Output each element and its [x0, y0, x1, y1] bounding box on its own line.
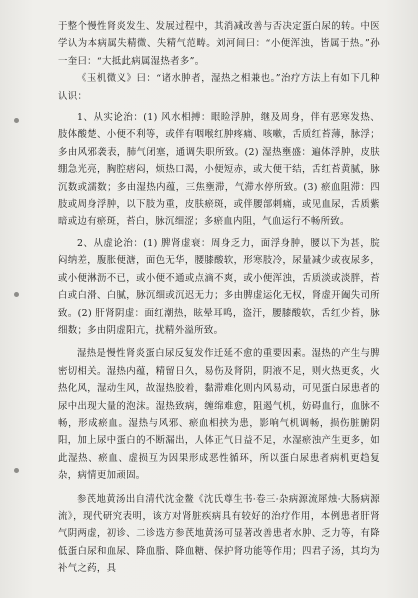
binding-hole — [14, 118, 19, 123]
body-text — [58, 18, 380, 578]
binding-hole — [14, 468, 19, 473]
paragraph: 于整个慢性肾炎发生、发展过程中，其消减改善与否决定蛋白尿的转。中医学认为本病属失精微、失精气范畴。刘河间曰：“小便浑浊，皆属于热。”孙一奎曰：“大抵此病属湿热者多”。 — [58, 21, 380, 67]
paragraph: 湿热是慢性肾炎蛋白尿反复发作迁延不愈的重要因素。湿热的产生与脾密切相关。湿热内蕴，精留日久，易伤及肾阴，阴液不足，则火热更炙，火热化风，湿动生风，故湿热胶着，黏滞难化则内风易动，可见蛋白尿患者的尿中出现大量的泡沫。湿热致病，缠绵难愈，阻遏气机，妨碍血行，血脉不畅，形成瘀血。湿热与风邪、瘀血相挟为患，影响气机调畅，损伤脏腑阴阳，加上尿中蛋白的不断漏出，人体正气日益不足，水湿瘀浊产生更多，如此湿热、瘀血、虚损互为因果形成恶性循环，所以蛋白尿患者病机更趋复杂，病情更加顽固。 — [58, 348, 380, 482]
binding-hole — [14, 292, 19, 297]
paragraph: 2、从虚论治：(1) 脾肾虚衰：周身乏力，面浮身肿，腰以下为甚，脘闷纳差，腹胀便溏，面色无华，腰膝酸软，形寒肢冷，尿量减少或夜尿多，或小便淋沥不已，或小便不通或点滴不爽，或小便浑浊，舌质淡或淡胖，苔白或白滑、白腻，脉沉细或沉迟无力；多由脾虚运化无权，肾虚开阖失司所致。(2) 肝肾阴虚：面红潮热，眩晕耳鸣，盗汗，腰膝酸软，舌红少苔，脉细数；多由阴虚阳亢，扰精外溢所致。 — [58, 237, 380, 336]
paragraph: 《玉机微义》曰：“诸水肿者，湿热之相兼也。”治疗方法上有如下几种认识： — [58, 73, 380, 102]
paragraph: 参芪地黄汤出自清代沈金鳌《沈氏尊生书·卷三·杂病源流犀烛·大肠病源流》，现代研究表明，该方对肾脏疾病具有较好的治疗作用，本例患者肝肾气阴两虚，初诊、二诊选方参芪地黄汤可显著改善患者水肿、乏力等，有降低蛋白尿和血尿、降血脂、降血糖、保护肾功能等作用；四君子汤，其均为补气之药，具 — [58, 493, 380, 575]
paragraph: 1、从实论治：(1) 风水相搏：眼睑浮肿，继及周身，伴有恶寒发热、肢体酸楚、小便不利等，或伴有咽喉红肿疼痛、咳嗽，舌质红苔薄，脉浮；多由风邪袭表，肺气闭塞，通调失职所致。(2) 湿热壅盛：遍体浮肿，皮肤绷急光亮，胸腔痞闷，烦热口渴，小便短赤，或大便干结，舌红苔黄腻，脉沉数或濡数；多由湿热内蕴，三焦壅滞，气滞水停所致。(3) 瘀血阻滞：四肢或周身浮肿，以下肢为重，皮肤瘀斑，或伴腰部刺痛，或见血尿，舌质紫暗或边有瘀斑，苔白，脉沉细涩；多瘀血内阻，气血运行不畅所致。 — [58, 112, 380, 228]
